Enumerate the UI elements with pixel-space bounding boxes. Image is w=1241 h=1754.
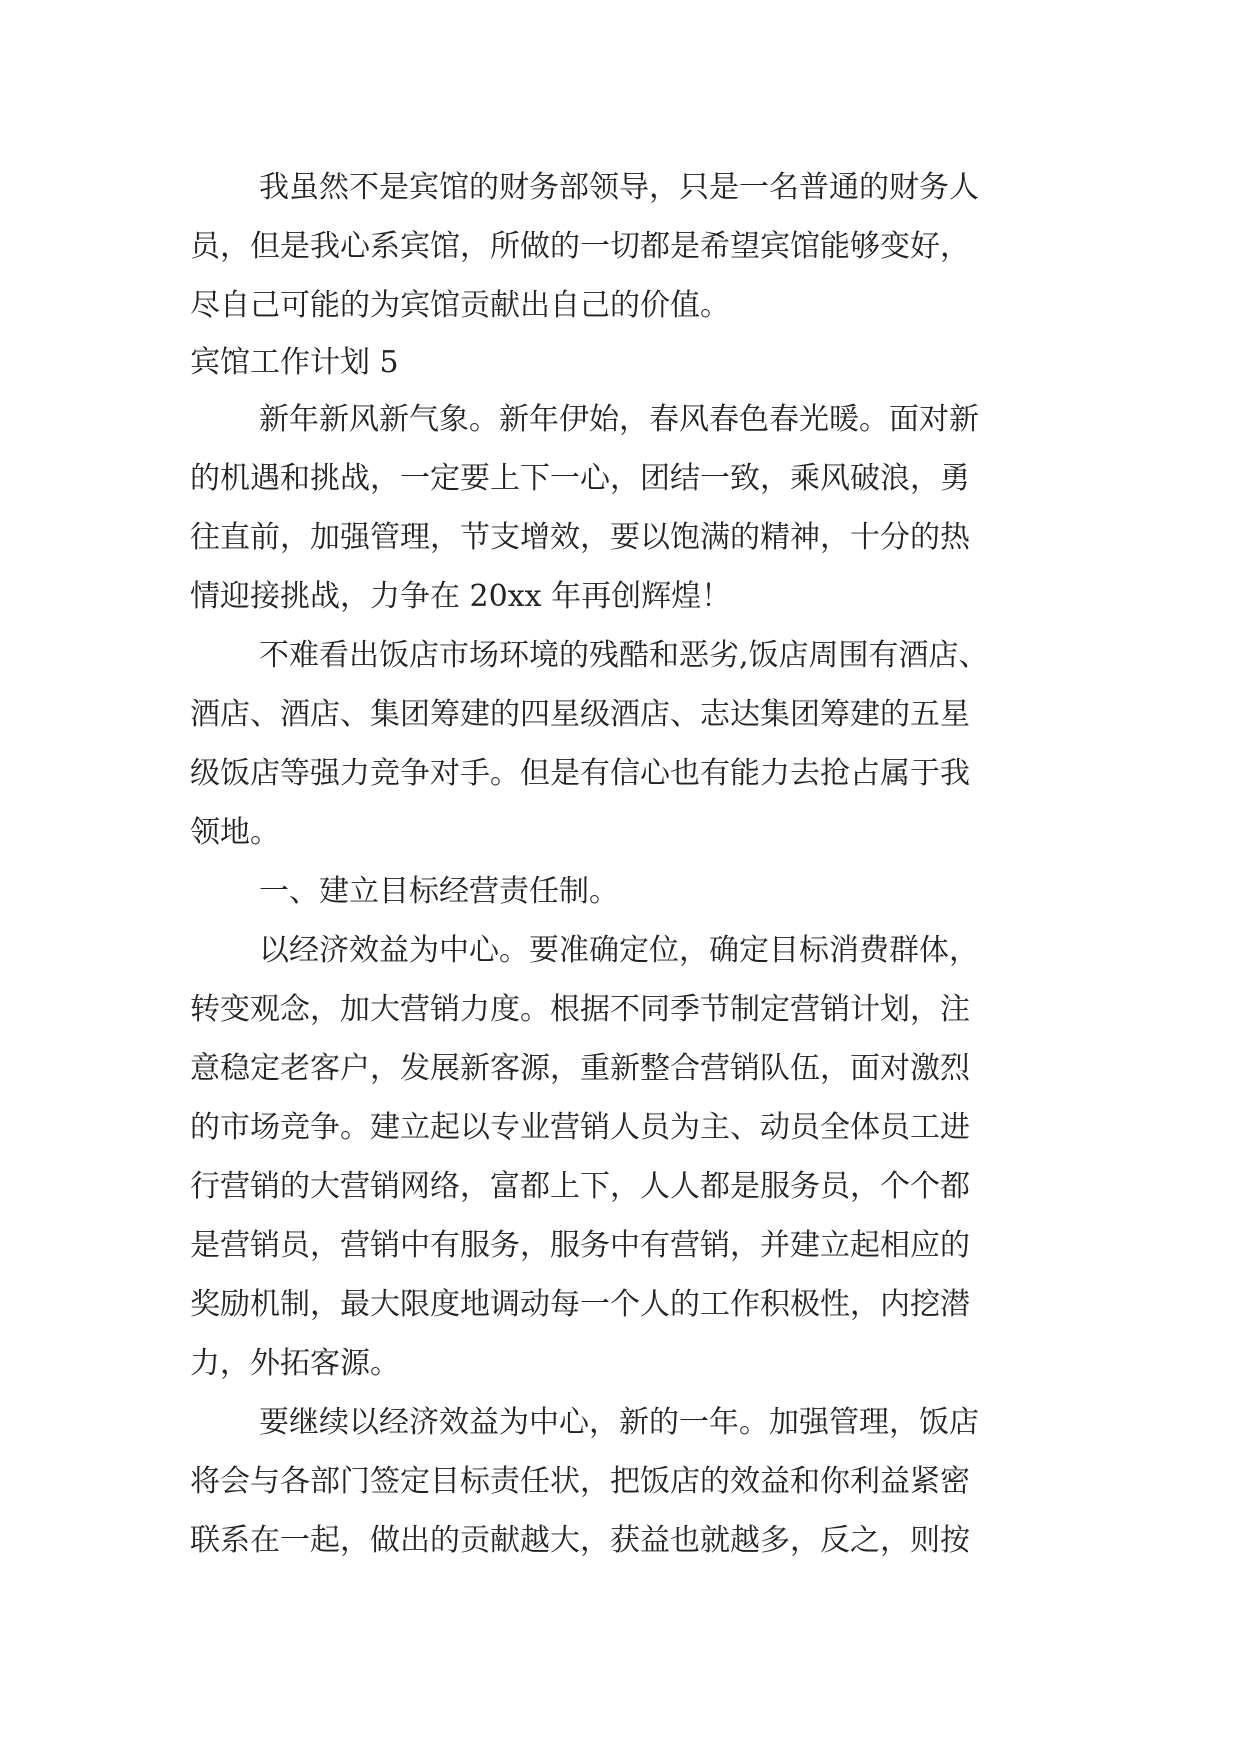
paragraph-line: 领地。 (190, 815, 280, 850)
section-heading: 宾馆工作计划 5 (190, 345, 399, 380)
paragraph-line: 新年新风新气象。新年伊始，春风春色春光暖。面对新 (259, 402, 979, 437)
paragraph-line: 的机遇和挑战，一定要上下一心，团结一致，乘风破浪，勇 (190, 461, 970, 496)
paragraph-line: 奖励机制，最大限度地调动每一个人的工作积极性，内挖潜 (190, 1287, 970, 1322)
paragraph-line: 级饭店等强力竞争对手。但是有信心也有能力去抢占属于我 (190, 756, 970, 791)
paragraph-line: 的市场竞争。建立起以专业营销人员为主、动员全体员工进 (190, 1110, 970, 1145)
paragraph-line: 是营销员，营销中有服务，服务中有营销，并建立起相应的 (190, 1228, 970, 1263)
paragraph-line: 将会与各部门签定目标责任状，把饭店的效益和你利益紧密 (190, 1464, 970, 1499)
paragraph-line: 尽自己可能的为宾馆贡献出自己的价值。 (190, 288, 730, 323)
paragraph-line: 员，但是我心系宾馆，所做的一切都是希望宾馆能够变好， (190, 229, 970, 264)
paragraph-line: 情迎接挑战，力争在 20xx 年再创辉煌！ (190, 579, 732, 614)
paragraph-line: 力，外拓客源。 (190, 1346, 400, 1381)
paragraph-line: 要继续以经济效益为中心，新的一年。加强管理，饭店 (259, 1405, 979, 1440)
paragraph-line: 酒店、酒店、集团筹建的四星级酒店、志达集团筹建的五星 (190, 697, 970, 732)
paragraph-line: 意稳定老客户，发展新客源，重新整合营销队伍，面对激烈 (190, 1051, 970, 1086)
paragraph-line: 不难看出饭店市场环境的残酷和恶劣,饭店周围有酒店、 (259, 638, 989, 673)
paragraph-line: 联系在一起，做出的贡献越大，获益也就越多，反之，则按 (190, 1523, 970, 1558)
subheading: 一、建立目标经营责任制。 (259, 874, 619, 909)
paragraph-line: 转变观念，加大营销力度。根据不同季节制定营销计划，注 (190, 992, 970, 1027)
paragraph-line: 往直前，加强管理，节支增效，要以饱满的精神，十分的热 (190, 520, 970, 555)
paragraph-line: 我虽然不是宾馆的财务部领导，只是一名普通的财务人 (259, 170, 979, 205)
paragraph-line: 行营销的大营销网络，富都上下，人人都是服务员，个个都 (190, 1169, 970, 1204)
paragraph-line: 以经济效益为中心。要准确定位，确定目标消费群体， (259, 933, 979, 968)
